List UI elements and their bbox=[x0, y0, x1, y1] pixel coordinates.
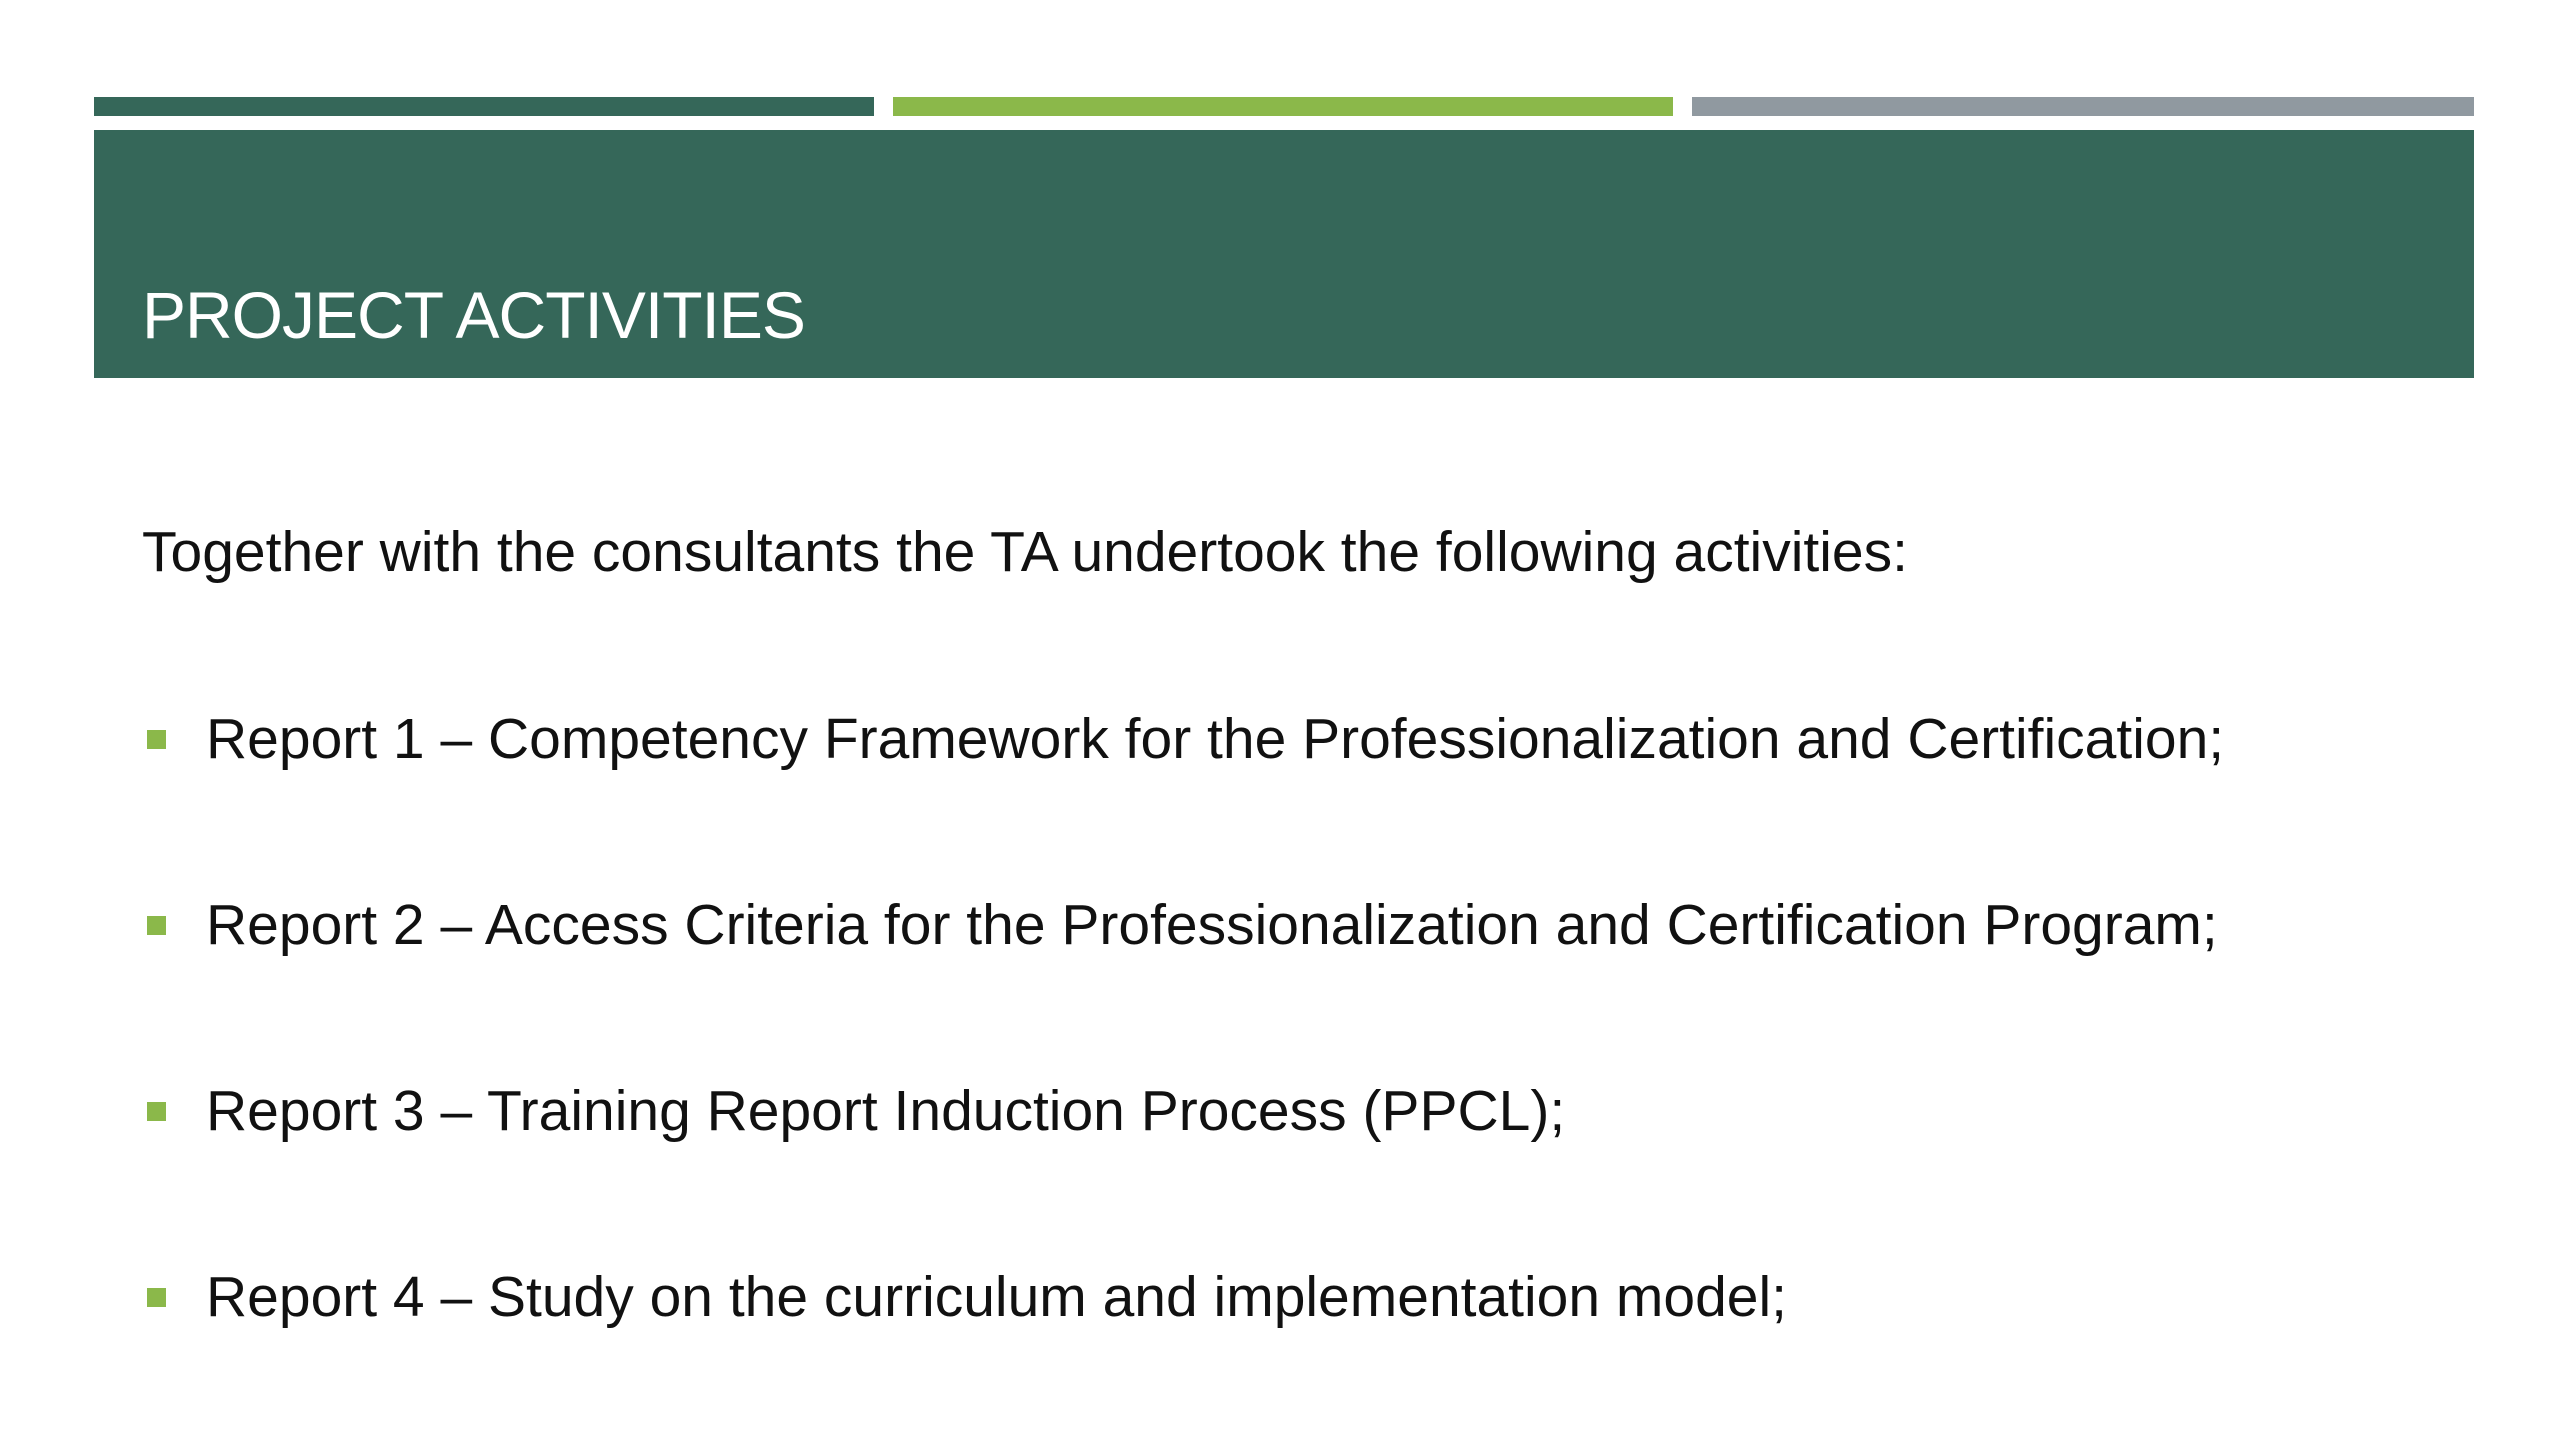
intro-text: Together with the consultants the TA undertook the following activities: bbox=[142, 520, 1908, 584]
square-bullet-icon bbox=[147, 730, 166, 749]
bullet-text: Report 2 – Access Criteria for the Professionalization and Certification Program; bbox=[206, 893, 2218, 957]
bullet-text: Report 1 – Competency Framework for the Professionalization and Certification; bbox=[206, 707, 2225, 771]
square-bullet-icon bbox=[147, 1288, 166, 1307]
list-item bbox=[142, 702, 2442, 777]
list-item bbox=[142, 1260, 2442, 1335]
slide-title: PROJECT ACTIVITIES bbox=[142, 278, 805, 352]
title-band bbox=[94, 130, 2474, 378]
accent-bar-lime bbox=[893, 97, 1673, 116]
list-item bbox=[142, 1074, 2442, 1149]
bullet-text: Report 3 – Training Report Induction Process (PPCL); bbox=[206, 1079, 1566, 1143]
accent-bar-gray bbox=[1692, 97, 2474, 116]
content-area bbox=[142, 515, 2442, 1335]
list-item bbox=[142, 888, 2442, 963]
bullet-text: Report 4 – Study on the curriculum and implementation model; bbox=[206, 1265, 1787, 1329]
square-bullet-icon bbox=[147, 916, 166, 935]
bullet-list bbox=[142, 702, 2442, 1335]
accent-bar-dark-green bbox=[94, 97, 874, 116]
square-bullet-icon bbox=[147, 1102, 166, 1121]
